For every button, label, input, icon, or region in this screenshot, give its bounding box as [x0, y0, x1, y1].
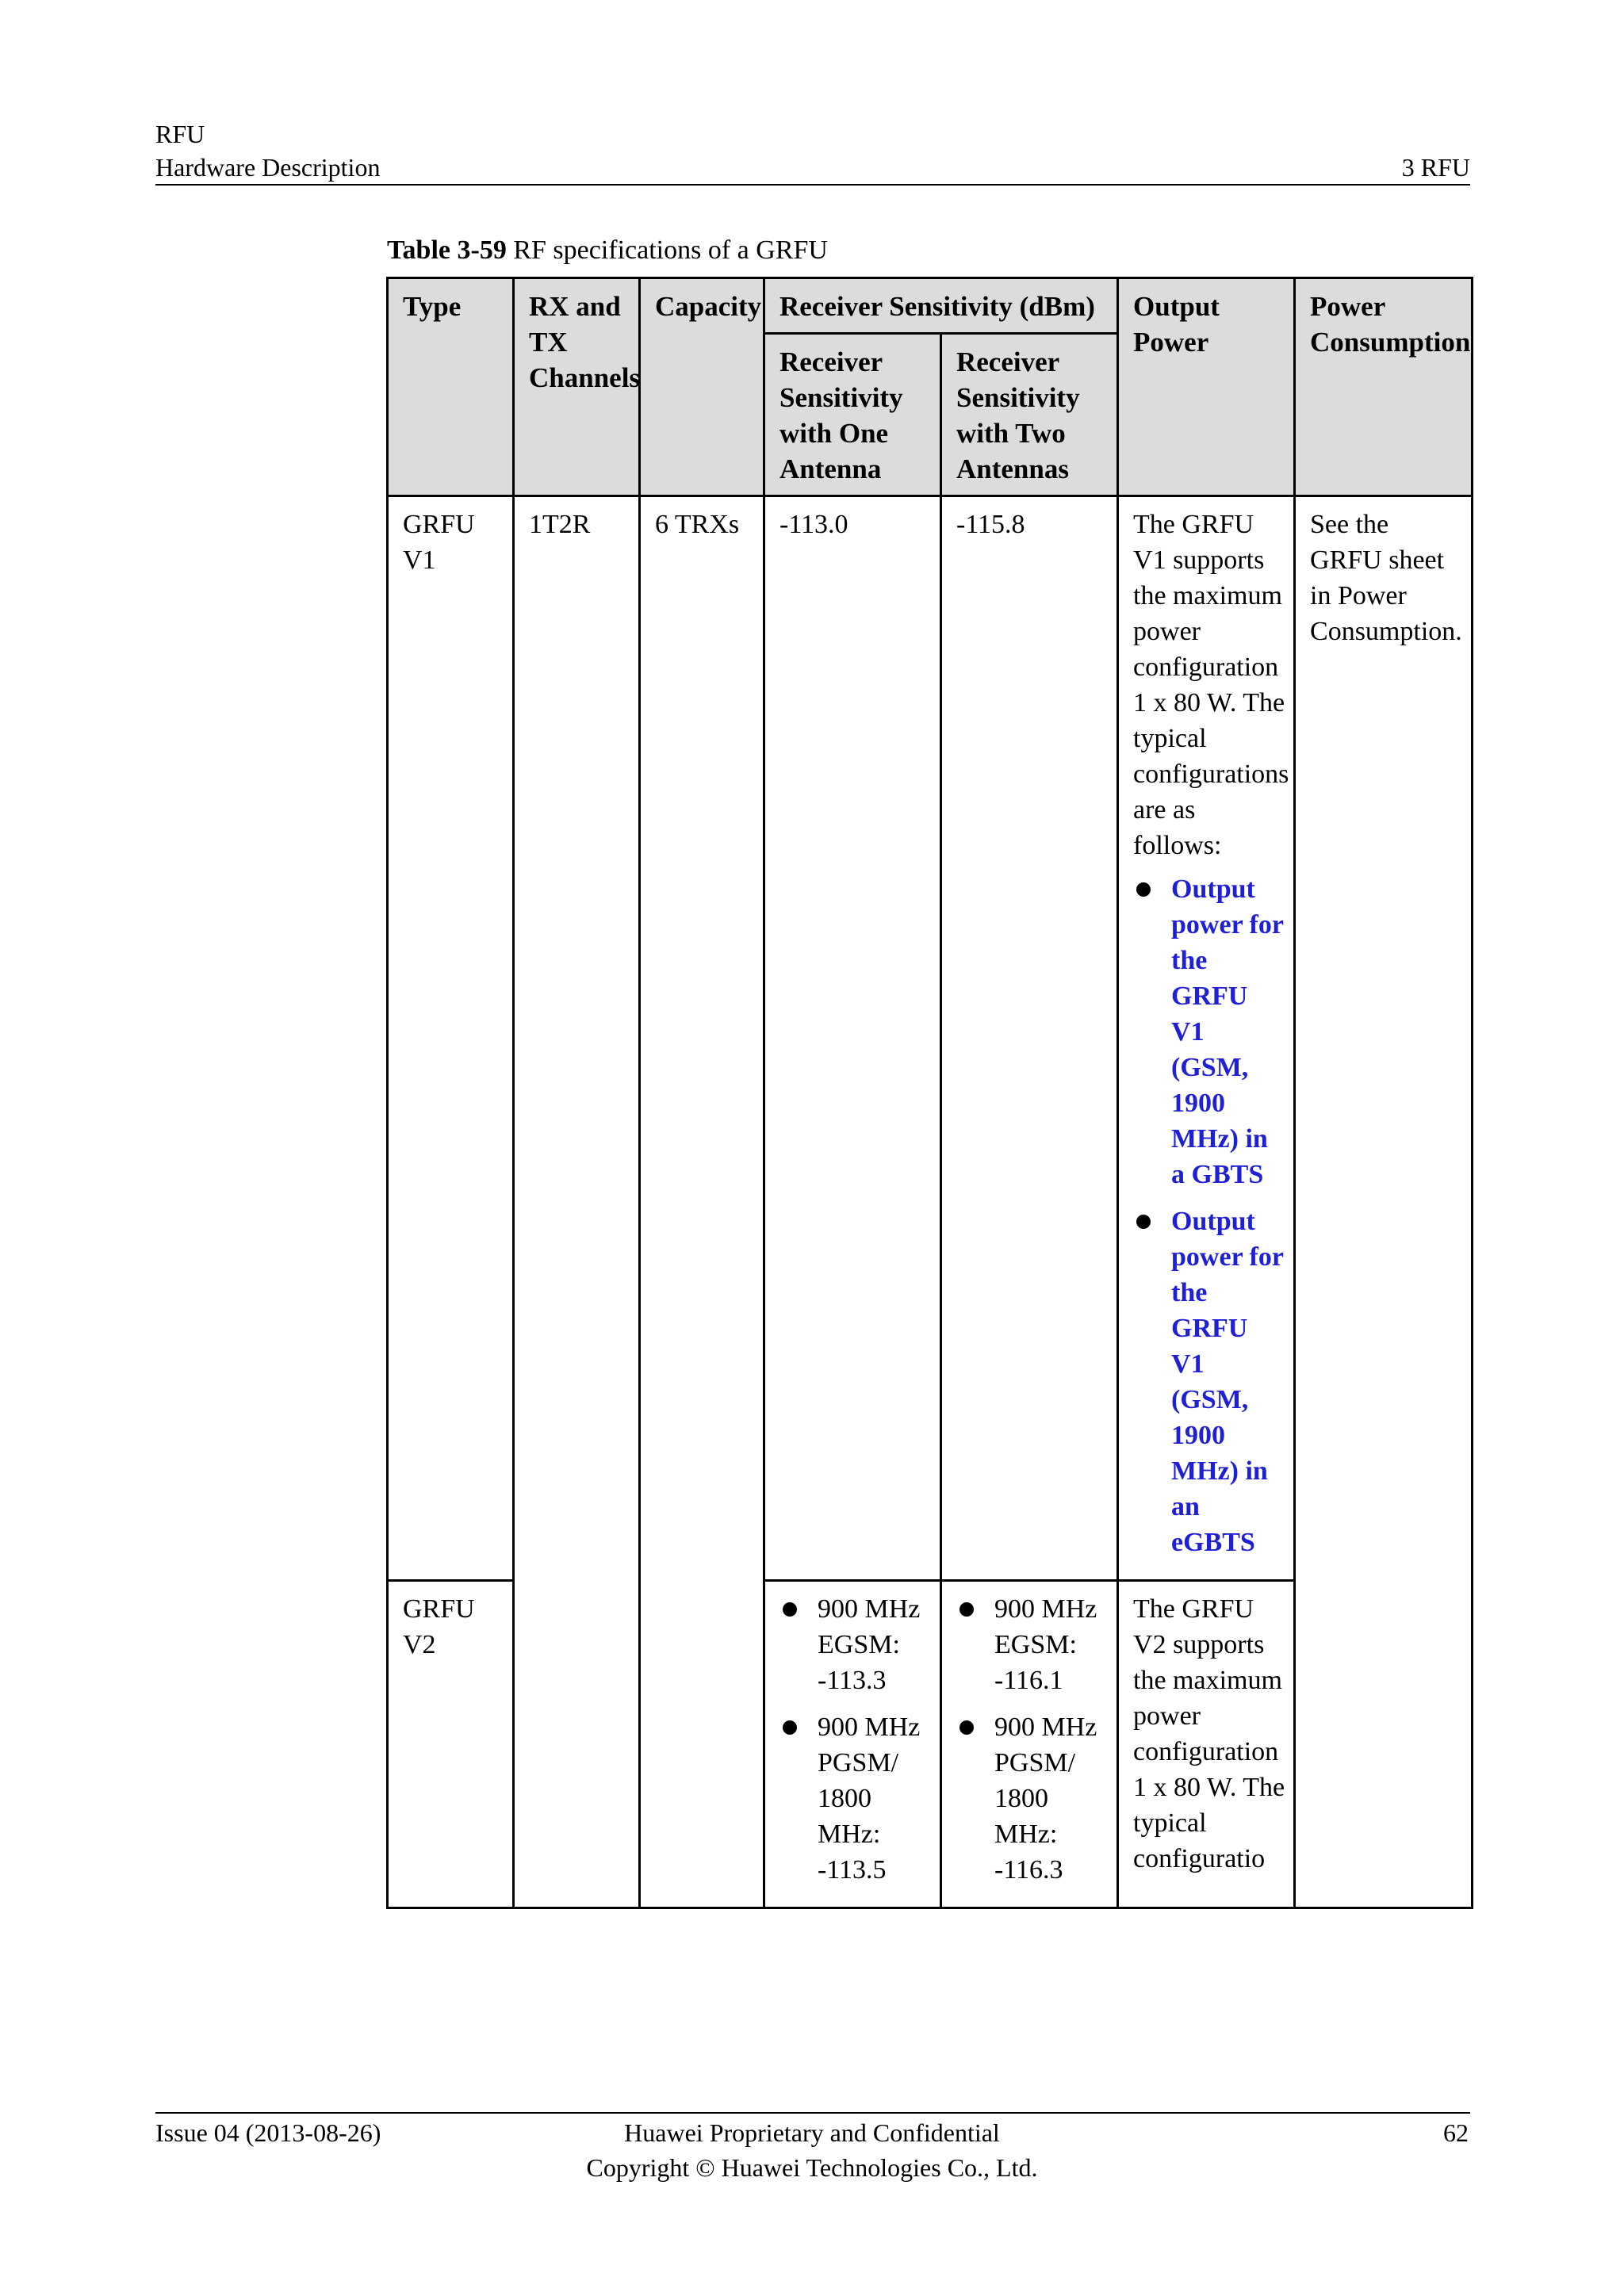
cell-power-consumption-continued — [1295, 1581, 1473, 1908]
list-item: 900 MHz PGSM/ 1800 MHz: -116.3 — [956, 1709, 1109, 1888]
cell-capacity-continued — [640, 1581, 764, 1908]
header-two-antennas: Receiver Sensitivity with Two Antennas — [941, 334, 1118, 496]
output-power-gbts-link[interactable]: Output power for the GRFU V1 (GSM, 1900 MHz) in a GBTS — [1171, 874, 1284, 1189]
output-power-egbts-link[interactable]: Output power for the GRFU V1 (GSM, 1900 MHz) in an eGBTS — [1171, 1207, 1284, 1557]
cell-rx-tx-continued — [514, 1581, 640, 1908]
list-item — [1133, 871, 1285, 1192]
table-row — [388, 496, 1473, 1581]
footer-issue: Issue 04 (2013-08-26) — [155, 2118, 381, 2147]
list-item: 900 MHz EGSM: -113.3 — [779, 1591, 932, 1698]
footer-confidential: Huawei Proprietary and Confidential — [624, 2118, 1000, 2147]
footer-center — [485, 2115, 1139, 2185]
cell-two-antennas: -115.8 — [941, 496, 1118, 1581]
header-output-power: Output Power — [1118, 278, 1295, 496]
cell-type: GRFU V2 — [388, 1581, 514, 1908]
header-capacity: Capacity — [640, 278, 764, 496]
header-type: Type — [388, 278, 514, 496]
output-power-text: The GRFU V1 supports the maximum power configuration 1 x 80 W. The typical configurations are as follows: — [1133, 510, 1289, 860]
cell-power-consumption: See the GRFU sheet in Power Consumption. — [1295, 496, 1473, 1581]
cell-capacity: 6 TRXs — [640, 496, 764, 1581]
cell-output-power: The GRFU V2 supports the maximum power configuration 1 x 80 W. The typical configuratio — [1118, 1581, 1295, 1908]
page-header-left — [155, 117, 380, 184]
header-product: RFU — [155, 120, 205, 148]
header-rx-tx-channels: RX and TX Channels — [514, 278, 640, 496]
list-item: 900 MHz PGSM/ 1800 MHz: -113.5 — [779, 1709, 932, 1888]
cell-one-antenna — [764, 1581, 941, 1908]
cell-type: GRFU V1 — [388, 496, 514, 1581]
header-divider — [155, 184, 1470, 186]
cell-two-antennas — [941, 1581, 1118, 1908]
header-doc-title: Hardware Description — [155, 153, 381, 182]
cell-one-antenna: -113.0 — [764, 496, 941, 1581]
footer-divider — [155, 2112, 1470, 2114]
cell-rx-tx: 1T2R — [514, 496, 640, 1581]
list-item — [1133, 1203, 1285, 1560]
footer-page-number: 62 — [1443, 2118, 1469, 2147]
cell-output-power — [1118, 496, 1295, 1581]
header-chapter: 3 RFU — [1401, 153, 1470, 182]
header-receiver-sensitivity: Receiver Sensitivity (dBm) — [764, 278, 1118, 334]
table-caption — [387, 234, 828, 267]
table-caption-label: Table 3-59 — [387, 235, 507, 265]
footer-copyright: Copyright © Huawei Technologies Co., Ltd. — [586, 2153, 1038, 2182]
header-power-consumption: Power Consumption — [1295, 278, 1473, 496]
header-one-antenna: Receiver Sensitivity with One Antenna — [764, 334, 941, 496]
rf-specifications-table — [386, 277, 1473, 1909]
table-row — [388, 1581, 1473, 1908]
table-caption-text: RF specifications of a GRFU — [513, 235, 828, 265]
list-item: 900 MHz EGSM: -116.1 — [956, 1591, 1109, 1698]
